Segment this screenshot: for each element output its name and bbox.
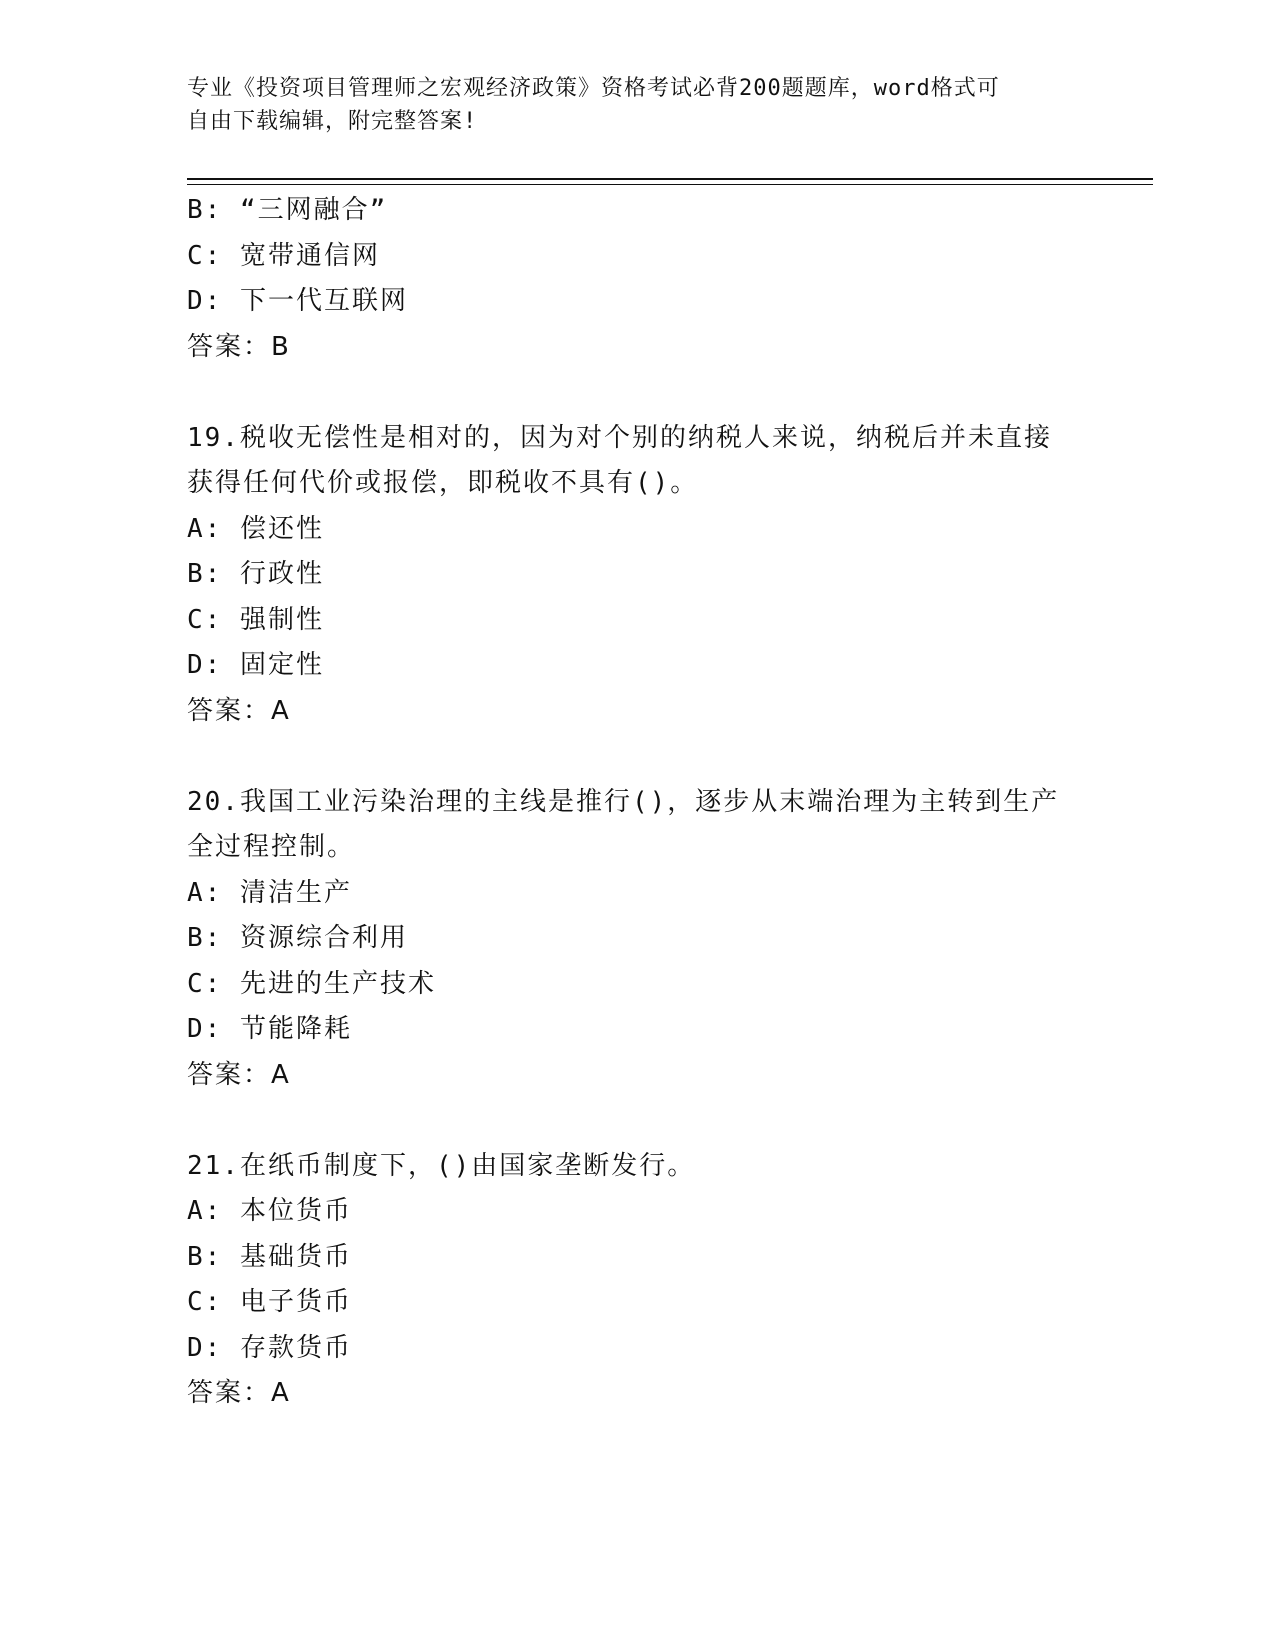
- question-text-line: 19.税收无偿性是相对的，因为对个别的纳税人来说，纳税后并未直接: [187, 422, 1052, 453]
- option-b: B: “三网融合”: [187, 195, 388, 225]
- option-b: B: 行政性: [187, 559, 324, 589]
- question-text-line: 20.我国工业污染治理的主线是推行()，逐步从末端治理为主转到生产: [187, 786, 1060, 817]
- option-c: C: 强制性: [187, 604, 324, 635]
- question-list: [187, 188, 1107, 1417]
- question-block-partial: [187, 188, 1107, 370]
- header-divider-thin: [187, 184, 1153, 185]
- option-d: D: 节能降耗: [187, 1014, 352, 1044]
- question-text-line: 全过程控制。: [187, 832, 356, 862]
- header-line-2: 自由下载编辑，附完整答案!: [187, 109, 478, 134]
- option-c: C: 宽带通信网: [187, 240, 380, 271]
- question-block-19: [187, 416, 1107, 735]
- option-c: C: 先进的生产技术: [187, 968, 436, 999]
- answer-line: 答案：A: [187, 1378, 291, 1408]
- option-a: A: 本位货币: [187, 1196, 352, 1226]
- spacer: [187, 370, 1107, 416]
- option-c: C: 电子货币: [187, 1287, 352, 1317]
- document-header: [187, 72, 1087, 138]
- header-divider-thick: [187, 178, 1153, 180]
- question-block-20: [187, 780, 1107, 1099]
- question-text-line: 获得任何代价或报偿，即税收不具有()。: [187, 468, 699, 498]
- option-d: D: 固定性: [187, 650, 324, 680]
- spacer: [187, 734, 1107, 780]
- answer-line: 答案：B: [187, 331, 291, 362]
- header-line-1: 专业《投资项目管理师之宏观经济政策》资格考试必背200题题库，word格式可: [187, 76, 1000, 101]
- answer-line: 答案：A: [187, 1059, 291, 1090]
- answer-line: 答案：A: [187, 695, 291, 726]
- question-block-21: [187, 1144, 1107, 1417]
- option-a: A: 偿还性: [187, 513, 324, 544]
- option-a: A: 清洁生产: [187, 877, 352, 908]
- option-b: B: 资源综合利用: [187, 923, 408, 953]
- question-text-line: 21.在纸币制度下，()由国家垄断发行。: [187, 1150, 696, 1181]
- spacer: [187, 1098, 1107, 1144]
- option-b: B: 基础货币: [187, 1241, 352, 1272]
- option-d: D: 存款货币: [187, 1332, 352, 1363]
- option-d: D: 下一代互联网: [187, 286, 408, 316]
